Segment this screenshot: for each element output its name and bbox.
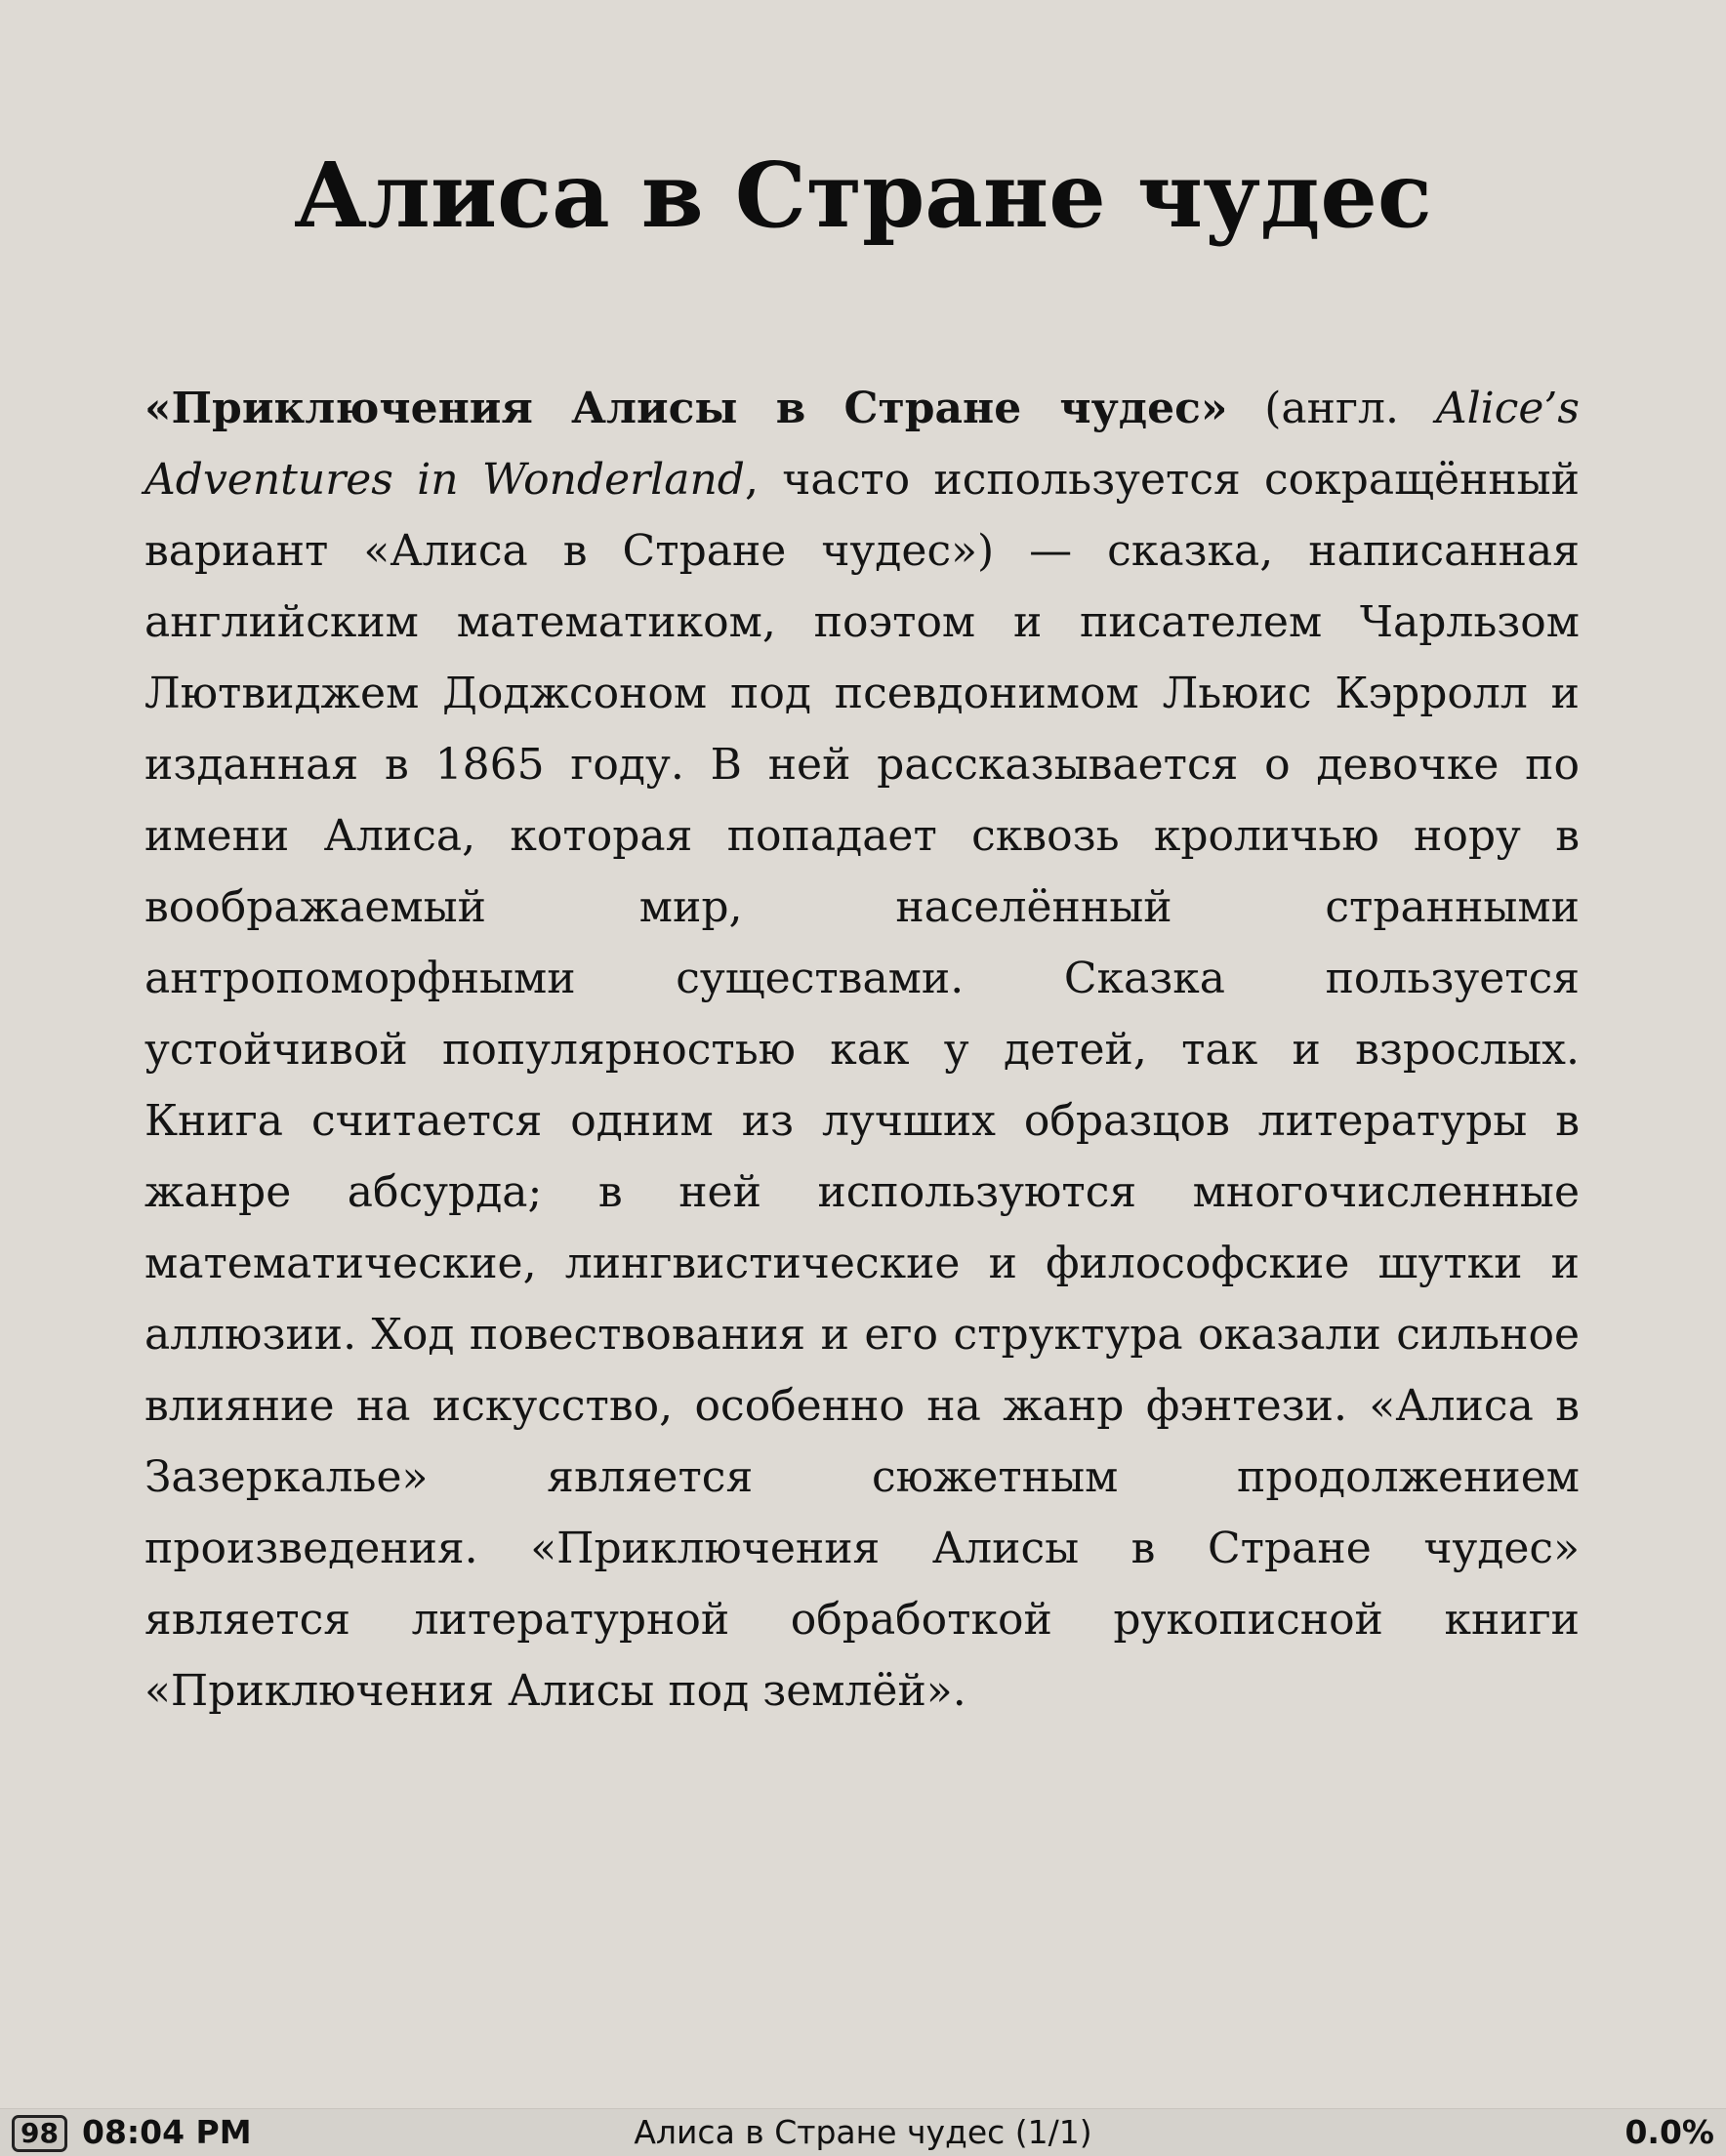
chapter-title: Алиса в Стране чудес <box>294 142 1432 248</box>
bold-lead-text: «Приключения Алисы в Стране чудес» <box>144 384 1228 433</box>
italic-english-title: Alice’s Adventures in Wonderland <box>144 384 1580 505</box>
status-bar <box>0 2108 1726 2156</box>
book-title-page-indicator: Алиса в Стране чудес (1/1) <box>634 2113 1092 2151</box>
paragraph-text-part2: , часто используется сокращённый вариант «Алиса в Стране чудес») — сказка, написанная английским математиком, поэтом и писателем Чарльзом Лютвиджем Доджсоном под псевдонимом Льюис Кэрролл и изданная в 1865 году. В ней рассказывается о девочке по имени Алиса, которая попадает сквозь кроличью нору в воображаемый мир, населённый странными антропоморфными существами. Сказка пользуется устойчивой популярностью как у детей, так и взрослых. Книга считается одним из лучших образцов литературы в жанре абсурда; в ней используются многочисленные математические, лингвистические и философские шутки и аллюзии. Ход повествования и его структура оказали сильное влияние на искусство, особенно на жанр фэнтези. «Алиса в Зазеркалье» является сюжетным продолжением произведения. «Приключения Алисы в Стране чудес» является литературной обработкой рукописной книги «Приключения Алисы под землёй». <box>144 455 1581 1716</box>
paragraph-text-part1: (англ. <box>1227 384 1436 433</box>
battery-icon: 98 <box>12 2115 67 2152</box>
reading-progress: 0.0% <box>1624 2113 1714 2151</box>
clock-time: 08:04 PM <box>82 2113 252 2151</box>
body-paragraph <box>144 373 1580 1727</box>
